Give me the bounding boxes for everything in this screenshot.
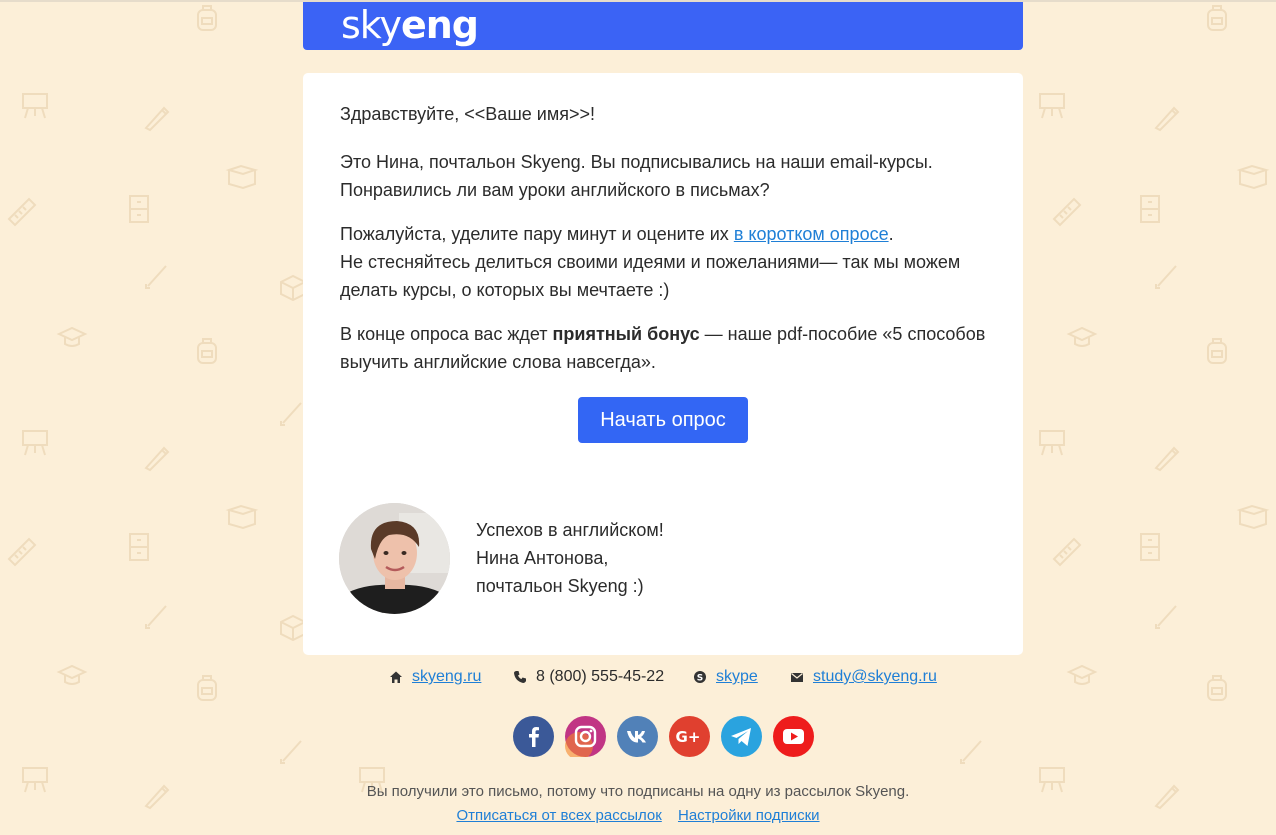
backpack-icon bbox=[190, 333, 224, 367]
contact-site bbox=[389, 665, 481, 689]
pencil-icon bbox=[275, 733, 309, 767]
avatar bbox=[339, 503, 450, 614]
contact-phone bbox=[513, 665, 664, 689]
unsubscribe-link[interactable]: Отписаться от всех рассылок bbox=[456, 807, 662, 824]
pencil-icon bbox=[1150, 258, 1184, 292]
ideas-line-2: делать курсы, о которых вы мечтаете :) bbox=[340, 280, 670, 300]
pen-icon bbox=[1150, 440, 1184, 474]
cabinet-icon bbox=[122, 530, 156, 564]
email-header bbox=[303, 2, 1023, 50]
vk-icon[interactable] bbox=[617, 716, 658, 757]
sign-line-3: почтальон Skyeng :) bbox=[476, 576, 644, 596]
sign-line-2: Нина Антонова, bbox=[476, 548, 609, 568]
survey-suffix: . bbox=[888, 224, 894, 244]
subscription-settings-link[interactable]: Настройки подписки bbox=[677, 807, 820, 824]
backpack-icon bbox=[1200, 333, 1234, 367]
ruler-icon bbox=[1050, 535, 1084, 569]
ruler-icon bbox=[5, 535, 39, 569]
easel-icon bbox=[18, 88, 52, 122]
intro-line-1: Это Нина, почтальон Skyeng. Вы подписывались на наши email-курсы. bbox=[340, 152, 933, 172]
sign-line-1: Успехов в английском! bbox=[476, 520, 664, 540]
youtube-icon[interactable] bbox=[773, 716, 814, 757]
subscription-note: Вы получили это письмо, потому что подписаны на одну из рассылок Skyeng. bbox=[366, 783, 910, 800]
easel-icon bbox=[1035, 88, 1069, 122]
easel-icon bbox=[1035, 425, 1069, 459]
intro-paragraph bbox=[340, 148, 1000, 204]
logo-part-bold: eng bbox=[400, 3, 478, 47]
bonus-paragraph bbox=[340, 320, 1000, 376]
google-plus-icon[interactable] bbox=[669, 716, 710, 757]
survey-link[interactable]: в коротком опросе bbox=[733, 224, 889, 244]
cabinet-icon bbox=[1133, 530, 1167, 564]
telegram-icon[interactable] bbox=[721, 716, 762, 757]
mail-icon bbox=[790, 670, 804, 684]
pencil-icon bbox=[1150, 598, 1184, 632]
bonus-prefix: В конце опроса вас ждет bbox=[340, 324, 553, 344]
start-survey-button[interactable]: Начать опрос bbox=[578, 397, 748, 443]
letter-card bbox=[303, 73, 1023, 655]
ideas-line-1: Не стесняйтесь делиться своими идеями и пожеланиями— так мы можем bbox=[340, 252, 961, 272]
skype-icon bbox=[693, 670, 707, 684]
svg-text:G+: G+ bbox=[675, 728, 701, 746]
logo-part-light: sky bbox=[341, 3, 401, 47]
signature bbox=[476, 516, 664, 600]
site-link[interactable]: skyeng.ru bbox=[412, 668, 482, 685]
ruler-icon bbox=[1050, 195, 1084, 229]
phone-number: 8 (800) 555-45-22 bbox=[536, 668, 665, 685]
home-icon bbox=[389, 670, 403, 684]
pencil-icon bbox=[140, 598, 174, 632]
survey-prefix: Пожалуйста, уделите пару минут и оцените их bbox=[340, 224, 734, 244]
book-icon bbox=[225, 500, 259, 534]
ruler-icon bbox=[5, 195, 39, 229]
svg-text:S: S bbox=[696, 673, 704, 684]
pen-icon bbox=[140, 100, 174, 134]
survey-paragraph bbox=[340, 220, 1000, 304]
bonus-line-2: выучить английские слова навсегда». bbox=[340, 352, 656, 372]
cabinet-icon bbox=[1133, 192, 1167, 226]
skyeng-logo[interactable] bbox=[341, 1, 478, 49]
bonus-suffix: — наше pdf-пособие «5 способов bbox=[699, 324, 986, 344]
pencil-icon bbox=[140, 258, 174, 292]
contact-email bbox=[790, 665, 937, 689]
bonus-bold: приятный бонус bbox=[552, 324, 700, 344]
graduation-cap-icon bbox=[1065, 320, 1099, 354]
contact-skype bbox=[693, 665, 758, 689]
easel-icon bbox=[18, 425, 52, 459]
facebook-icon[interactable] bbox=[513, 716, 554, 757]
book-icon bbox=[225, 160, 259, 194]
graduation-cap-icon bbox=[55, 320, 89, 354]
backpack-icon bbox=[1200, 0, 1234, 34]
backpack-icon bbox=[190, 0, 224, 34]
greeting: Здравствуйте, <<Ваше имя>>! bbox=[340, 104, 595, 124]
footer-links bbox=[0, 806, 1276, 826]
phone-icon bbox=[513, 670, 527, 684]
contacts-row bbox=[0, 665, 1276, 689]
pencil-icon bbox=[955, 733, 989, 767]
cabinet-icon bbox=[122, 192, 156, 226]
pen-icon bbox=[140, 440, 174, 474]
email-link[interactable]: study@skyeng.ru bbox=[813, 668, 937, 685]
pen-icon bbox=[1150, 100, 1184, 134]
instagram-icon[interactable] bbox=[565, 716, 606, 757]
intro-line-2: Понравились ли вам уроки английского в письмах? bbox=[340, 180, 770, 200]
skype-link[interactable]: skype bbox=[716, 668, 758, 685]
book-icon bbox=[1236, 500, 1270, 534]
book-icon bbox=[1236, 160, 1270, 194]
